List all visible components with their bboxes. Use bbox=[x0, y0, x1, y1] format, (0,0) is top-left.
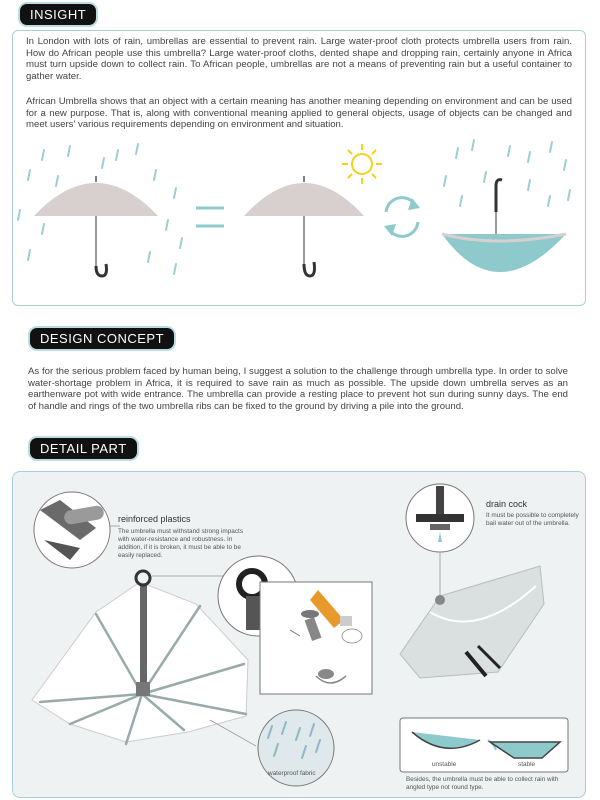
drain-cock-text: It must be possible to completely bail water out of the umbrella. bbox=[486, 512, 579, 527]
ground-pile-detail bbox=[260, 582, 372, 694]
stability-comparison bbox=[400, 718, 568, 772]
collection-note: Besides, the umbrella must be able to collect rain with angled type not round type. bbox=[406, 776, 559, 791]
drain-cock-closeup bbox=[406, 484, 474, 552]
detail-umbrella-left bbox=[32, 571, 248, 744]
reinforced-plastics-title: reinforced plastics bbox=[118, 514, 191, 524]
reinforced-plastics-text: The umbrella must withstand strong impacts with water-resistance and robustness. In addition, if it is broken, it must be able to be easily replaced. bbox=[118, 528, 244, 559]
unstable-label: unstable bbox=[432, 761, 457, 768]
detail-part-heading: DETAIL PART bbox=[30, 438, 137, 459]
detail-umbrella-right bbox=[400, 566, 544, 678]
drain-cock-title: drain cock bbox=[486, 499, 528, 509]
reinforced-plastics-closeup bbox=[34, 492, 110, 568]
stable-label: stable bbox=[518, 761, 536, 768]
design-concept-paragraph: As for the serious problem faced by human being, I suggest a solution to the challenge through umbrella type. In order to solve water-shortage problem in Africa, it is required to save rain as much as possible. The upside down umbrella serves as an earthenware pot with wide entrance. The umbrella can provide a resting place to prevent hot sun during sunny days. The end of handle and rings of the two umbrella ribs can be fixed to the ground by driving a pile into the ground. bbox=[28, 366, 568, 412]
design-concept-heading: DESIGN CONCEPT bbox=[30, 328, 174, 349]
waterproof-fabric-label: waterproof fabric bbox=[268, 770, 316, 777]
insight-heading: INSIGHT bbox=[20, 4, 96, 25]
insight-paragraph-2: African Umbrella shows that an object with a certain meaning has another meaning depending on environment and can be used for a new purpose. That is, along with conventional meaning applied to general objects, usage of objects can be changed and meet users' various requirements depending on environment and situation. bbox=[26, 96, 572, 131]
insight-paragraph-1: In London with lots of rain, umbrellas are essential to prevent rain. Large water-proof cloth protects umbrella users from rain. How do African people use this umbrella? Large water-proof cloths, dented shape and dropping rain, certainly anyone in Africa must turn upside down to collect rain. To African people, umbrellas are not a means of preventing rain but a useful container to gather water. bbox=[26, 36, 572, 82]
